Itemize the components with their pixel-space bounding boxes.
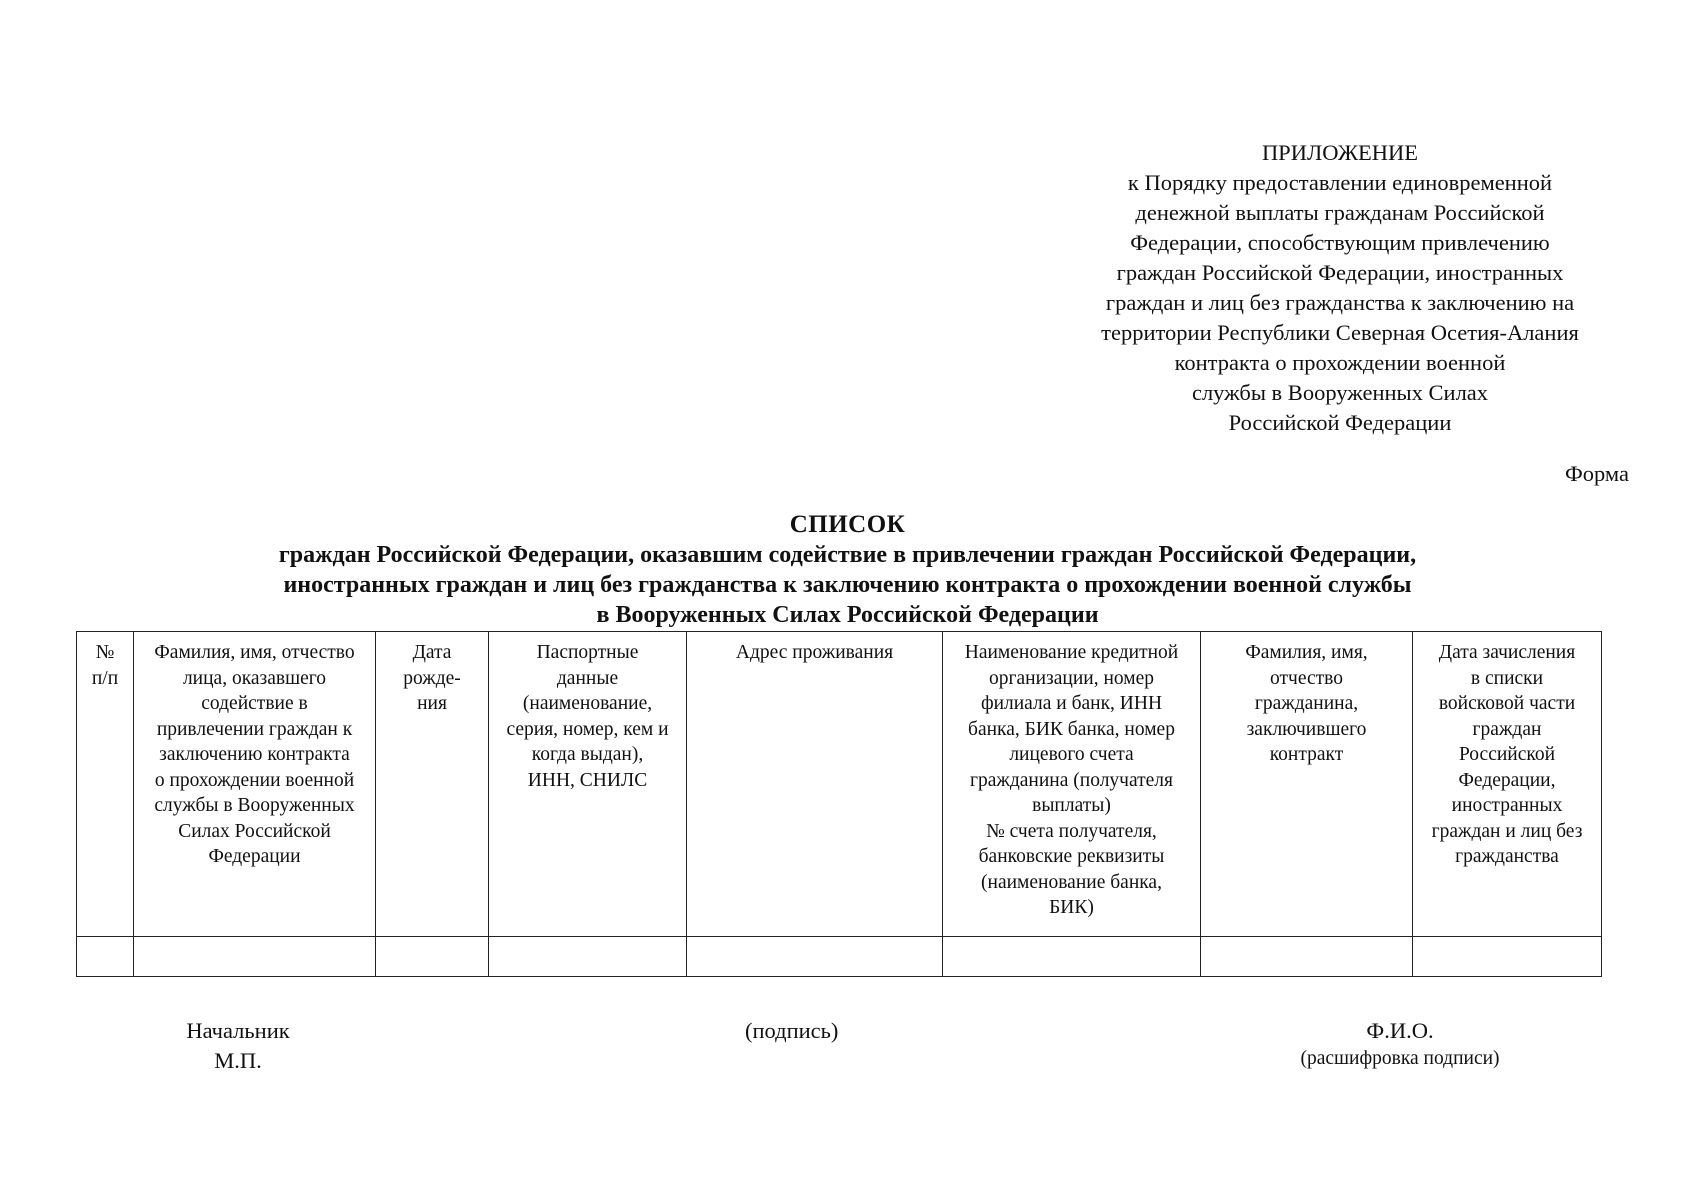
table-cell [1413,937,1602,977]
name-hint: (расшифровка подписи) [1300,1048,1500,1069]
list-table [76,631,1602,977]
column-header-line: содействие в [201,693,308,714]
appendix-line: денежной выплаты гражданам Российской [1135,200,1545,225]
footer-right [1270,1016,1530,1072]
column-header-line: войсковой части [1438,693,1576,714]
column-header-line: контракт [1269,744,1344,765]
title-heading: СПИСОК [789,511,906,538]
appendix-line: граждан и лиц без гражданства к заключению на [1105,290,1575,315]
appendix-line: службы в Вооруженных Силах [1191,380,1489,405]
column-header-line: граждан [1472,718,1542,740]
column-header [1413,632,1602,937]
appendix-block [1040,138,1640,438]
table-cell [687,937,943,977]
table-cell [489,937,687,977]
column-header-line: граждан и лиц без [1431,820,1583,842]
column-header-line: иностранных [1451,795,1563,816]
appendix-line: контракта о прохождении военной [1174,350,1506,375]
column-header-line: рожде- [403,667,461,689]
position-label: Начальник [186,1018,290,1043]
table-body [77,937,1602,977]
column-header-line: Дата зачисления [1438,642,1576,663]
document-title [0,510,1695,630]
column-header-line: отчество [1270,667,1343,689]
column-header-line: о прохождении военной [154,769,355,791]
column-header-line: Адрес проживания [735,642,894,663]
column-header-line: привлечении граждан к [156,718,353,740]
title-line: в Вооруженных Силах Российской Федерации [596,602,1099,628]
appendix-line: граждан Российской Федерации, иностранных [1116,260,1564,285]
appendix-line: территории Республики Северная Осетия-Алания [1101,320,1579,345]
table-cell [1201,937,1413,977]
name-label: Ф.И.О. [1366,1018,1434,1043]
table-row [77,937,1602,977]
column-header-line: организации, номер [989,667,1154,689]
column-header-line: Российской [1458,744,1556,765]
column-header-line: Паспортные [536,642,639,663]
column-header-line: (наименование банка, [981,871,1162,893]
column-header [943,632,1201,937]
column-header-line: заключившего [1246,718,1367,740]
column-header-line: службы в Вооруженных [154,795,355,816]
column-header-line: банковские реквизиты [978,846,1165,867]
column-header-line: Федерации [208,846,301,867]
column-header [1201,632,1413,937]
column-header-line: серия, номер, кем и [506,718,669,740]
column-header-line: (наименование, [522,693,653,714]
column-header-line: гражданина, [1254,693,1359,714]
column-header-line: выплаты) [1032,795,1111,816]
appendix-line: к Порядку предоставлении единовременной [1127,170,1553,195]
table-cell [77,937,134,977]
column-header-line: БИК) [1049,897,1094,918]
column-header-line: № счета получателя, [986,820,1157,842]
column-header-line: когда выдан), [531,744,644,765]
stamp-label: М.П. [214,1048,262,1073]
column-header-line: Фамилия, имя, [1245,642,1368,663]
column-header [376,632,489,937]
column-header-line: Федерации, [1458,769,1556,791]
column-header-line: ИНН, СНИЛС [527,769,648,791]
table-header-row [77,632,1602,937]
table-cell [134,937,376,977]
column-header-line: Силах Российской [178,820,331,842]
column-header-line: заключению контракта [159,744,350,765]
column-header-line: банка, БИК банка, номер [968,718,1175,740]
column-header-line: филиала и банк, ИНН [980,693,1163,714]
table-cell [943,937,1201,977]
appendix-line: Российской Федерации [1228,410,1452,435]
column-header-line: данные [556,667,619,689]
column-header-line: гражданина (получателя [969,769,1174,791]
form-label: Форма [1564,461,1629,486]
column-header-line: Фамилия, имя, отчество [154,642,355,663]
column-header-line: лица, оказавшего [182,667,327,689]
column-header [77,632,134,937]
footer-left [158,1016,318,1076]
signature-label: (подпись) [745,1018,839,1043]
appendix-line: Федерации, способствующим привлечению [1130,230,1550,255]
appendix-heading: ПРИЛОЖЕНИЕ [1261,140,1419,165]
column-header-line: ния [417,693,447,714]
column-header-line: гражданства [1455,846,1559,867]
column-header-line: № [95,642,115,663]
column-header [134,632,376,937]
table-cell [376,937,489,977]
title-line: граждан Российской Федерации, оказавшим содействие в привлечении граждан Российской Федерации, [278,542,1417,568]
column-header [489,632,687,937]
column-header-line: п/п [91,667,119,689]
column-header-line: лицевого счета [1009,744,1134,765]
column-header-line: Наименование кредитной [964,642,1179,663]
column-header-line: в списки [1470,667,1544,689]
title-line: иностранных граждан и лиц без гражданства к заключению контракта о прохождении военной службы [283,572,1412,598]
column-header-line: Дата [412,642,452,663]
column-header [687,632,943,937]
